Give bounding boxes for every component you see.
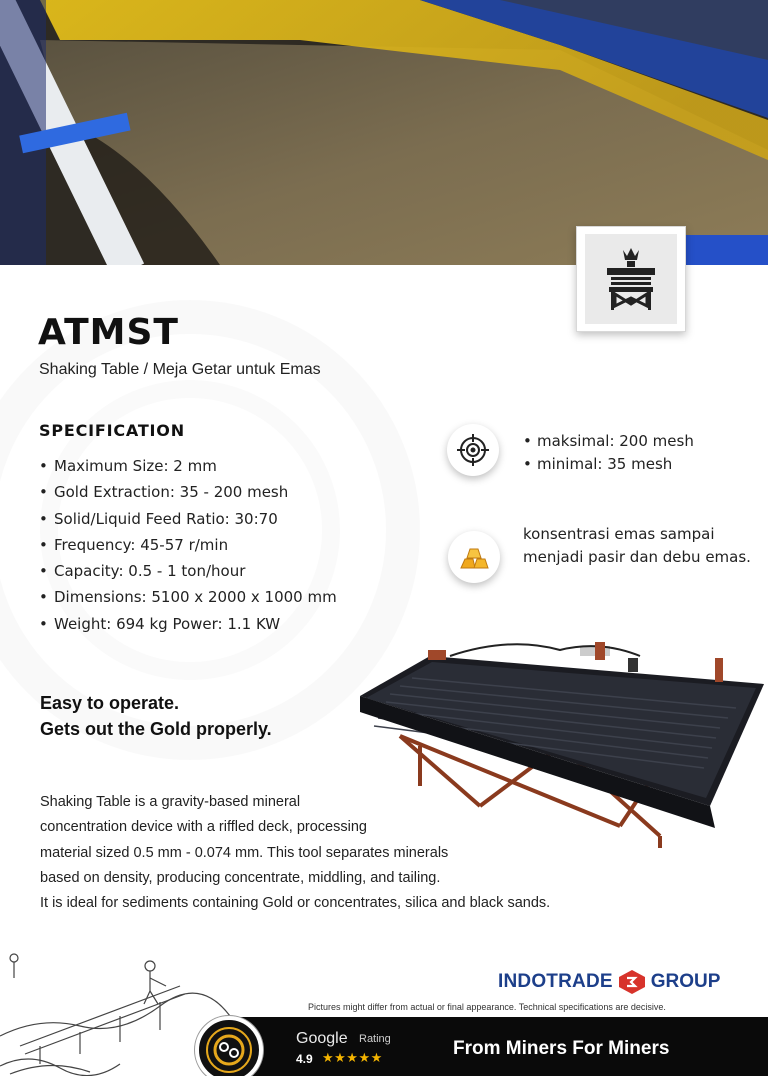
- mining-logo-icon: [204, 1025, 254, 1075]
- specification-heading: SPECIFICATION: [39, 421, 185, 440]
- gold-concentrate-text: konsentrasi emas sampai menjadi pasir dan debu emas.: [523, 525, 751, 566]
- mesh-min: • minimal: 35 mesh: [523, 453, 694, 476]
- mining-badge-logo: [195, 1016, 263, 1076]
- spec-item: • Solid/Liquid Feed Ratio: 30:70: [39, 508, 337, 534]
- product-logo-card: [576, 226, 686, 332]
- spec-item: • Dimensions: 5100 x 2000 x 1000 mm: [39, 586, 337, 612]
- disclaimer: Pictures might differ from actual or final appearance. Technical specifications are decisive.: [308, 1002, 666, 1012]
- tagline: [40, 690, 272, 742]
- brand-name: INDOTRADE: [498, 971, 613, 992]
- target-icon: [447, 424, 499, 476]
- indotrade-brand: [498, 970, 720, 994]
- shaking-table-logo-icon: [601, 246, 661, 312]
- description-line: material sized 0.5 mm - 0.074 mm. This tool separates minerals: [40, 844, 449, 861]
- product-subtitle: Shaking Table / Meja Getar untuk Emas: [39, 361, 321, 378]
- brand-group: GROUP: [650, 971, 721, 992]
- tagline-line-2: Gets out the Gold properly.: [40, 719, 272, 739]
- google-label: Google: [296, 1030, 348, 1047]
- tagline-line-1: Easy to operate.: [40, 693, 180, 713]
- description-line: Shaking Table is a gravity-based mineral: [40, 794, 301, 810]
- spec-item: • Frequency: 45-57 r/min: [39, 534, 337, 560]
- indotrade-logo-icon: [619, 970, 645, 994]
- star-rating-icon: ★★★★★: [322, 1050, 383, 1065]
- description-line: It is ideal for sediments containing Gold or concentrates, silica and black sands.: [40, 895, 551, 912]
- description-line: concentration device with a riffled deck, processing: [40, 819, 367, 836]
- specification-list: [39, 455, 337, 639]
- product-title: ATMST: [38, 312, 179, 353]
- slogan: From Miners For Miners: [453, 1038, 670, 1059]
- rating-label: Rating: [359, 1033, 391, 1045]
- product-description: [40, 790, 640, 916]
- mesh-max: • maksimal: 200 mesh: [523, 430, 694, 453]
- spec-item: • Gold Extraction: 35 - 200 mesh: [39, 481, 337, 507]
- description-line: based on density, producing concentrate, middling, and tailing.: [40, 869, 441, 886]
- spec-item: • Maximum Size: 2 mm: [39, 455, 337, 481]
- gold-bars-icon: [448, 531, 500, 583]
- rating-value: 4.9: [296, 1052, 313, 1066]
- spec-item: • Weight: 694 kg Power: 1.1 KW: [39, 613, 337, 639]
- mesh-range-list: [523, 430, 694, 476]
- spec-item: • Capacity: 0.5 - 1 ton/hour: [39, 560, 337, 586]
